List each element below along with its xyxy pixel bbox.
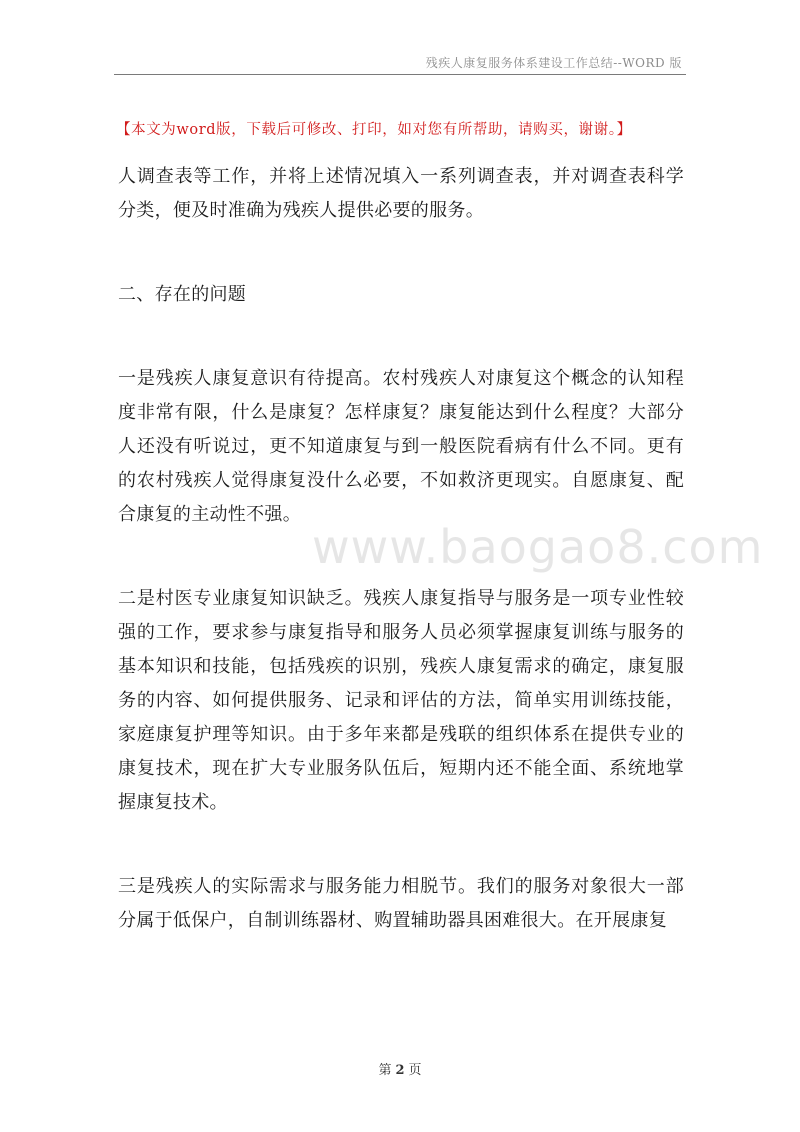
paragraph-needs: 三是残疾人的实际需求与服务能力相脱节。我们的服务对象很大一部分属于低保户，自制训练器材、购置辅助器具困难很大。在开展康复 bbox=[118, 876, 684, 931]
page-footer bbox=[0, 1059, 800, 1078]
document-body bbox=[118, 160, 684, 938]
document-header-title: 残疾人康复服务体系建设工作总结--WORD 版 bbox=[425, 56, 682, 70]
page-prefix: 第 bbox=[378, 1063, 392, 1078]
intro-paragraph: 人调查表等工作，并将上述情况填入一系列调查表，并对调查表科学分类，便及时准确为残疾人提供必要的服务。 bbox=[118, 166, 684, 221]
header-divider bbox=[114, 74, 686, 75]
section-heading: 二、存在的问题 bbox=[118, 284, 247, 305]
page-number: 2 bbox=[395, 1063, 405, 1078]
purchase-notice: 【本文为word版，下载后可修改、打印，如对您有所帮助，请购买，谢谢。】 bbox=[116, 122, 632, 138]
paragraph-knowledge: 二是村医专业康复知识缺乏。残疾人康复指导与服务是一项专业性较强的工作，要求参与康复指导和服务人员必须掌握康复训练与服务的基本知识和技能，包括残疾的识别，残疾人康复需求的确定，康复服务的内容、如何提供服务、记录和评估的方法，简单实用训练技能，家庭康复护理等知识。由于多年来都是残联的组织体系在提供专业的康复技术，现在扩大专业服务队伍后，短期内还不能全面、系统地掌握康复技术。 bbox=[118, 588, 684, 813]
paragraph-awareness: 一是残疾人康复意识有待提高。农村残疾人对康复这个概念的认知程度非常有限，什么是康复？怎样康复？康复能达到什么程度？大部分人还没有听说过，更不知道康复与到一般医院看病有什么不同。更有的农村残疾人觉得康复没什么必要，不如救济更现实。自愿康复、配合康复的主动性不强。 bbox=[118, 368, 684, 525]
page-suffix: 页 bbox=[408, 1063, 422, 1078]
watermark: www.baogao8.com bbox=[312, 520, 764, 574]
